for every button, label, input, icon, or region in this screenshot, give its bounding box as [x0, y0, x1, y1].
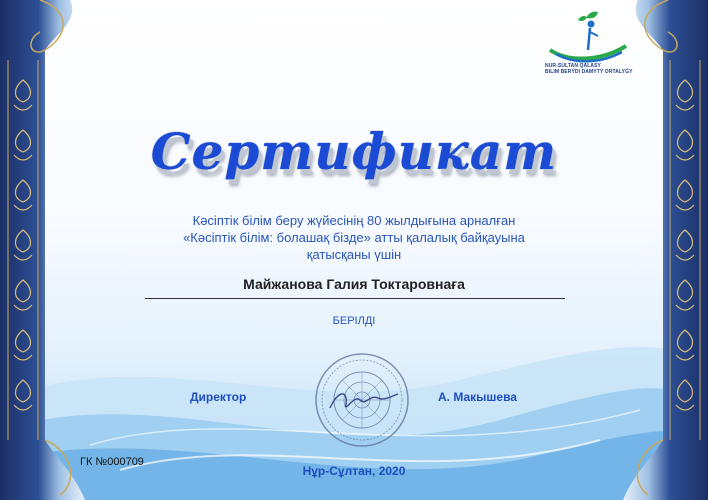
place-and-year: Нұр-Сұлтан, 2020 [302, 464, 406, 478]
certificate-description [130, 212, 578, 263]
certificate-title: Сертификат [150, 122, 558, 181]
logo-caption-line2: BILIM BERÝDI DAMYTÝ ORTALYǴY [545, 69, 633, 75]
description-line-1: Кәсіптік білім беру жүйесінің 80 жылдығына арналған [192, 213, 516, 228]
signer-name: А. Макышева [438, 390, 517, 404]
logo-caption [545, 63, 633, 75]
serial-number: ГК №000709 [80, 456, 144, 468]
director-label: Директор [190, 390, 247, 404]
official-seal-stamp [312, 350, 412, 450]
left-ornament-scroll [0, 0, 90, 500]
awarded-label: БЕРІЛДІ [332, 315, 376, 327]
recipient-underline [145, 298, 565, 299]
description-line-3: қатысқаны үшін [306, 247, 402, 262]
logo-caption-line1: NUR-SULTAN QALASY [545, 63, 601, 69]
description-line-2: «Кәсіптік білім: болашақ бізде» атты қалалық байқауына [183, 230, 525, 245]
recipient-name: Майжанова Галия Токтаровнаға [243, 276, 465, 292]
